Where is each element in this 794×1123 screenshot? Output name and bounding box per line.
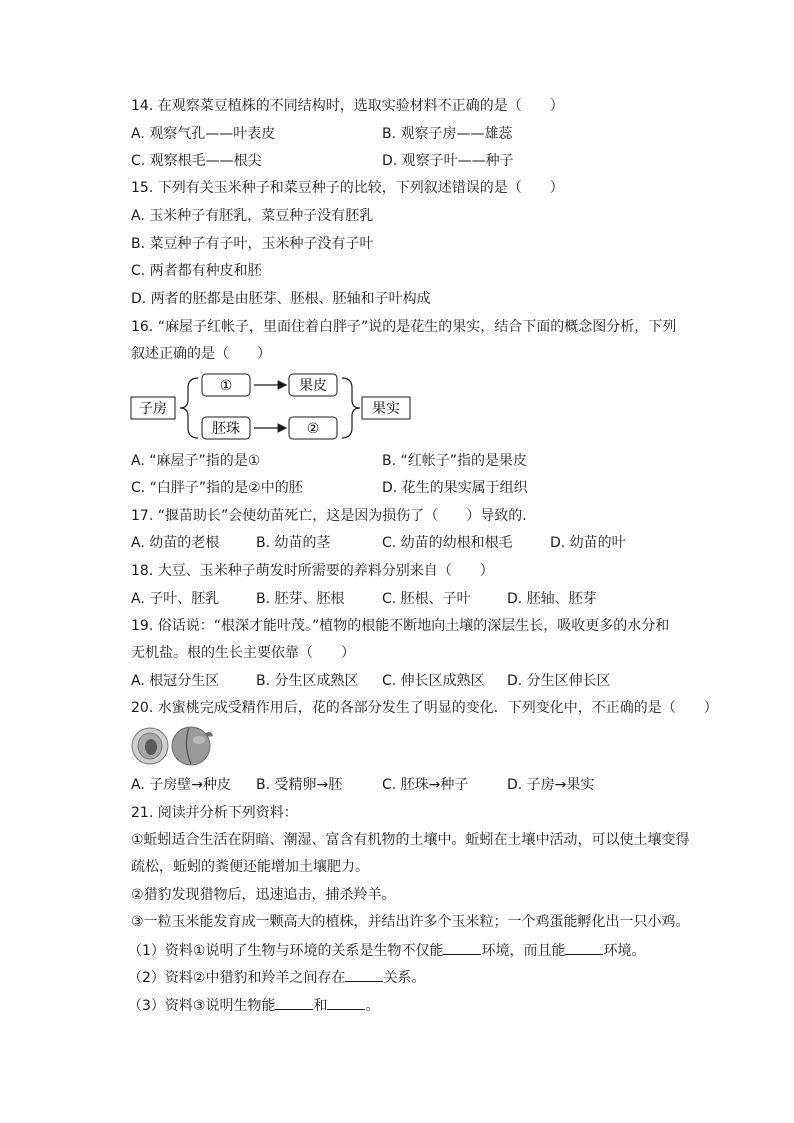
- q17-option-c: C. 幼苗的幼根和根毛: [382, 535, 513, 551]
- q16-stem-line2: 叙述正确的是（ ）: [131, 346, 271, 362]
- q16-stem-line1: 16. “麻屋子红帐子，里面住着白胖子”说的是花生的果实，结合下面的概念图分析，下列: [131, 319, 677, 335]
- q20-stem: 20. 水蜜桃完成受精作用后，花的各部分发生了明显的变化．下列变化中，不正确的是（ ）: [131, 700, 718, 716]
- q16-option-c: C. “白胖子”指的是②中的胚: [131, 480, 303, 496]
- q20-option-d: D. 子房→果实: [507, 777, 595, 793]
- peach-illustration: [131, 726, 215, 766]
- q21-sub-3-text-a: （3）资料③说明生物能: [128, 998, 276, 1014]
- q20-option-c: C. 胚珠→种子: [382, 777, 469, 793]
- answer-blank-1[interactable]: [443, 940, 481, 955]
- q21-sub-2: [128, 967, 425, 988]
- q19-option-a: A. 根冠分生区: [131, 673, 220, 689]
- q15-option-b: B. 菜豆种子有子叶，玉米种子没有子叶: [131, 236, 374, 252]
- q14-option-a: A. 观察气孔——叶表皮: [131, 126, 276, 142]
- answer-blank-5[interactable]: [327, 995, 365, 1010]
- peel-label: 果皮: [299, 378, 327, 394]
- ovary-label: 子房: [139, 401, 167, 417]
- answer-blank-2[interactable]: [565, 940, 603, 955]
- q21-sub-3-text-b: 和: [313, 998, 328, 1014]
- q17-option-a: A. 幼苗的老根: [131, 535, 220, 551]
- right-brace: [342, 378, 360, 438]
- q21-sub-1: [128, 940, 645, 961]
- q19-option-b: B. 分生区成熟区: [256, 673, 359, 689]
- node-1-label: ①: [219, 378, 233, 394]
- peach-whole: [172, 727, 210, 765]
- q21-material-3: ③一粒玉米能发育成一颗高大的植株，并结出许多个玉米粒；一个鸡蛋能孵化出一只小鸡。: [131, 914, 690, 930]
- q19-stem-line2: 无机盐。根的生长主要依靠（ ）: [131, 645, 355, 661]
- q21-stem: 21. 阅读并分析下列资料：: [131, 805, 298, 821]
- q18-stem: 18. 大豆、玉米种子萌发时所需要的养料分别来自（ ）: [131, 563, 494, 579]
- answer-blank-4[interactable]: [275, 995, 313, 1010]
- q15-option-a: A. 玉米种子有胚乳，菜豆种子没有胚乳: [131, 208, 374, 224]
- q21-sub-1-text-b: 环境，而且能: [481, 943, 566, 959]
- q19-option-d: D. 分生区伸长区: [507, 673, 611, 689]
- q21-sub-2-text-a: （2）资料②中猎豹和羚羊之间存在: [128, 970, 346, 986]
- q19-stem-line1: 19. 俗话说：“根深才能叶茂。”植物的根能不断地向土壤的深层生长，吸收更多的水分和: [131, 618, 670, 634]
- q14-stem: 14. 在观察菜豆植株的不同结构时，选取实验材料不正确的是（ ）: [131, 98, 564, 114]
- q16-option-d: D. 花生的果实属于组织: [382, 480, 528, 496]
- q18-option-a: A. 子叶、胚乳: [131, 591, 220, 607]
- fruit-label: 果实: [372, 401, 400, 417]
- q21-sub-1-text-c: 环境。: [603, 943, 646, 959]
- q16-option-b: B. “红帐子”指的是果皮: [382, 453, 528, 469]
- q18-option-d: D. 胚轴、胚芽: [507, 591, 597, 607]
- q20-option-b: B. 受精卵→胚: [256, 777, 343, 793]
- q15-option-c: C. 两者都有种皮和胚: [131, 263, 262, 279]
- ovule-label: 胚珠: [212, 421, 240, 437]
- q14-option-c: C. 观察根毛——根尖: [131, 153, 262, 169]
- q21-material-1-line1: ①蚯蚓适合生活在阴暗、潮湿、富含有机物的土壤中。蚯蚓在土壤中活动，可以使土壤变得: [131, 832, 690, 848]
- q17-option-d: D. 幼苗的叶: [550, 535, 626, 551]
- q20-option-a: A. 子房壁→种皮: [131, 777, 231, 793]
- q18-option-c: C. 胚根、子叶: [382, 591, 471, 607]
- q14-option-d: D. 观察子叶——种子: [382, 153, 514, 169]
- peach-highlight: [193, 736, 205, 744]
- q21-sub-2-text-b: 关系。: [383, 970, 426, 986]
- q15-option-d: D. 两者的胚都是由胚芽、胚根、胚轴和子叶构成: [131, 291, 431, 307]
- q15-stem: 15. 下列有关玉米种子和菜豆种子的比较，下列叙述错误的是（ ）: [131, 180, 564, 196]
- q21-sub-3: [128, 995, 379, 1016]
- q14-option-b: B. 观察子房——雄蕊: [382, 126, 513, 142]
- peach-pit: [145, 739, 157, 755]
- fruit-concept-diagram: [128, 370, 418, 444]
- q21-material-1-line2: 疏松，蚯蚓的粪便还能增加土壤肥力。: [131, 859, 369, 875]
- q16-option-a: A. “麻屋子”指的是①: [131, 453, 261, 469]
- q21-material-2: ②猎豹发现猎物后，迅速追击，捕杀羚羊。: [131, 887, 396, 903]
- q18-option-b: B. 胚芽、胚根: [256, 591, 345, 607]
- node-2-label: ②: [306, 421, 320, 437]
- answer-blank-3[interactable]: [345, 967, 383, 982]
- q21-sub-3-text-c: 。: [365, 998, 380, 1014]
- q17-stem: 17. “揠苗助长”会使幼苗死亡，这是因为损伤了（ ）导致的．: [131, 508, 537, 524]
- q19-option-c: C. 伸长区成熟区: [382, 673, 485, 689]
- q21-sub-1-text-a: （1）资料①说明了生物与环境的关系是生物不仅能: [128, 943, 444, 959]
- left-brace: [180, 378, 198, 438]
- q17-option-b: B. 幼苗的茎: [256, 535, 331, 551]
